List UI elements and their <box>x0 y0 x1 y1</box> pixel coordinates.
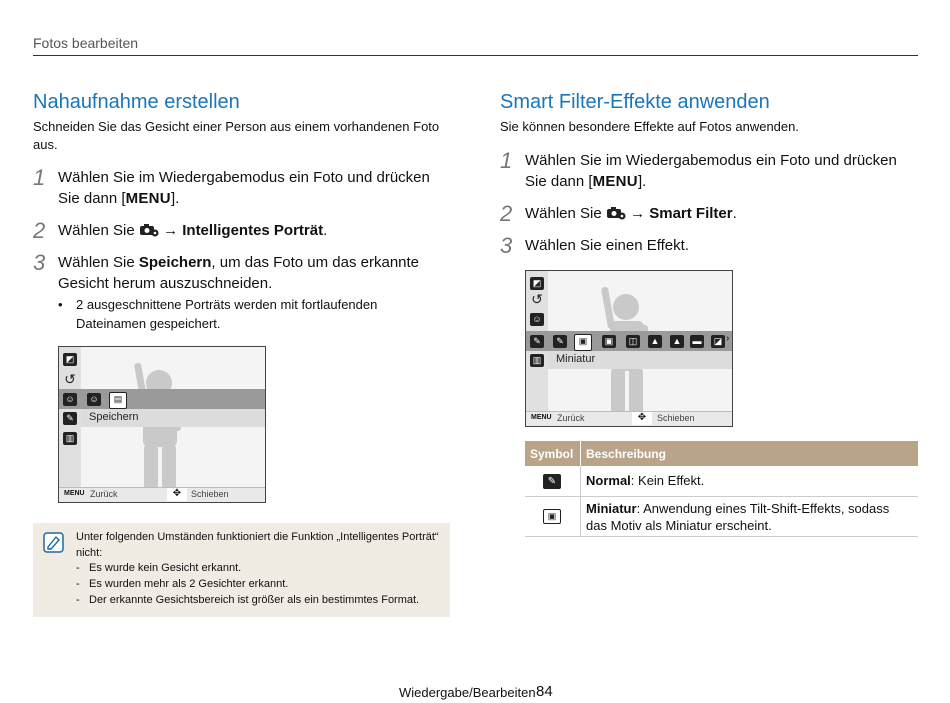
resize-icon: ◩ <box>63 353 77 366</box>
step-number: 2 <box>500 201 513 226</box>
move-label: Schieben <box>191 489 229 499</box>
menu-key: MENU <box>531 414 552 421</box>
step-text: ]. <box>170 190 180 207</box>
camera-screen-smart-filter <box>525 270 733 427</box>
step-text: Wählen Sie im Wiedergabemodus ein Foto und drücken Sie dann [ <box>58 169 430 207</box>
smart-filter-icon: ✎ <box>530 335 544 348</box>
miniature-filter-icon: ▣ <box>543 509 561 524</box>
filter-name: Miniatur <box>586 501 637 516</box>
menu-option: Speichern <box>138 254 212 271</box>
film-icon: ▥ <box>63 432 77 445</box>
step-number: 1 <box>33 165 46 190</box>
rotate-icon: ↺ <box>64 371 76 387</box>
move-icon: ✥ <box>632 412 652 425</box>
table-column-divider <box>580 466 581 496</box>
menu-option: Smart Filter <box>649 205 733 222</box>
move-icon: ✥ <box>167 488 187 501</box>
note-item: Es wurde kein Gesicht erkannt. <box>89 562 242 574</box>
bullet-text: 2 ausgeschnittene Porträts werden mit fortlaufenden Dateinamen gespeichert. <box>76 297 378 331</box>
page-number: 84 <box>536 683 553 700</box>
header-divider <box>33 55 918 56</box>
step-text: Wählen Sie <box>58 222 135 239</box>
step-number: 1 <box>500 148 513 173</box>
menu-key: MENU <box>125 190 171 207</box>
step-number: 3 <box>500 233 513 258</box>
fisheye-filter-icon: ◫ <box>626 335 640 348</box>
left-section-intro: Schneiden Sie das Gesicht einer Person aus einem vorhandenen Foto aus. <box>33 119 440 152</box>
footer-section: Wiedergabe/Bearbeiten <box>399 685 536 700</box>
smart-portrait-icon: ☺ <box>63 393 77 406</box>
table-row <box>525 497 918 537</box>
note-dash: - <box>76 562 80 574</box>
table-header-row <box>525 441 918 466</box>
table-header-divider <box>580 441 581 466</box>
step-text: Wählen Sie <box>58 254 135 271</box>
left-step-1 <box>58 167 448 209</box>
normal-filter-icon: ✎ <box>553 335 567 348</box>
table-row <box>525 466 918 497</box>
filter-icon: ▲ <box>670 335 684 348</box>
step-text: . <box>323 222 328 239</box>
menu-key: MENU <box>64 490 85 497</box>
filter-name: Normal <box>586 473 631 488</box>
page-header: Fotos bearbeiten <box>33 35 139 51</box>
back-label: Zurück <box>90 489 118 499</box>
menu-key: MENU <box>592 173 638 190</box>
vignette-filter-icon: ▣ <box>602 335 616 348</box>
chevron-right-icon: › <box>726 333 730 344</box>
step-text: Wählen Sie im Wiedergabemodus ein Foto und drücken Sie dann [ <box>525 152 897 190</box>
step-text: . <box>732 205 737 222</box>
right-section-title: Smart Filter-Effekte anwenden <box>500 91 770 113</box>
film-icon: ▥ <box>530 354 544 367</box>
miniature-filter-icon: ▣ <box>574 334 592 351</box>
child-silhouette-image <box>119 361 209 499</box>
filter-desc: : Anwendung eines Tilt-Shift-Effekts, sodass das Motiv als Miniatur erscheint. <box>586 501 890 533</box>
step-text: ]. <box>637 173 647 190</box>
smart-filter-icon: ✎ <box>63 412 77 425</box>
table-column-divider <box>580 497 581 536</box>
screen-bottom-bar <box>526 411 732 426</box>
table-cell-description <box>586 473 704 488</box>
edit-camera-icon <box>139 223 159 237</box>
note-dash: - <box>76 578 80 590</box>
screen-bottom-bar <box>59 487 265 502</box>
right-step-1 <box>525 150 915 192</box>
option-label: Speichern <box>89 411 139 423</box>
left-section-title: Nahaufnahme erstellen <box>33 91 240 113</box>
arrow-glyph: → <box>163 222 179 239</box>
rotate-icon: ↺ <box>531 291 543 307</box>
back-label: Zurück <box>557 413 585 423</box>
filter-desc: : Kein Effekt. <box>630 473 705 488</box>
right-step-2 <box>525 203 915 224</box>
note-box <box>33 523 450 617</box>
step-number: 3 <box>33 250 46 275</box>
left-step-2 <box>58 220 448 241</box>
note-icon <box>43 532 64 553</box>
smart-portrait-icon: ☺ <box>530 313 544 326</box>
note-dash: - <box>76 594 80 606</box>
table-cell-description <box>586 500 911 534</box>
resize-icon: ◩ <box>530 277 544 290</box>
right-section-intro: Sie können besondere Effekte auf Fotos anwenden. <box>500 119 799 134</box>
menu-option: Intelligentes Porträt <box>182 222 324 239</box>
symbol-table <box>525 441 918 537</box>
edit-camera-icon <box>606 206 626 220</box>
filter-icon: ▬ <box>690 335 704 348</box>
camera-screen-smart-portrait <box>58 346 266 503</box>
filter-icon: ◪ <box>711 335 725 348</box>
smart-portrait-off-icon: ☺ <box>87 393 101 406</box>
note-intro: Unter folgenden Umständen funktioniert die Funktion „Intelligentes Porträt“ nicht: <box>76 531 439 559</box>
note-item: Der erkannte Gesichtsbereich ist größer als ein bestimmtes Format. <box>89 594 420 606</box>
bullet-dot: • <box>58 297 63 312</box>
right-step-3: Wählen Sie einen Effekt. <box>525 237 689 254</box>
step-text: , um das Foto um das erkannte Gesicht herum auszuschneiden. <box>58 254 420 292</box>
step-text: Wählen Sie <box>525 205 602 222</box>
normal-filter-icon: ✎ <box>543 474 561 489</box>
note-item: Es wurden mehr als 2 Gesichter erkannt. <box>89 578 289 590</box>
save-icon: ▤ <box>109 392 127 409</box>
filter-icon: ▲ <box>648 335 662 348</box>
move-label: Schieben <box>657 413 695 423</box>
table-header-description: Beschreibung <box>586 447 667 461</box>
step-number: 2 <box>33 218 46 243</box>
left-step-3 <box>58 252 448 294</box>
table-header-symbol: Symbol <box>530 447 574 461</box>
arrow-glyph: → <box>630 205 646 222</box>
option-label: Miniatur <box>556 353 596 365</box>
